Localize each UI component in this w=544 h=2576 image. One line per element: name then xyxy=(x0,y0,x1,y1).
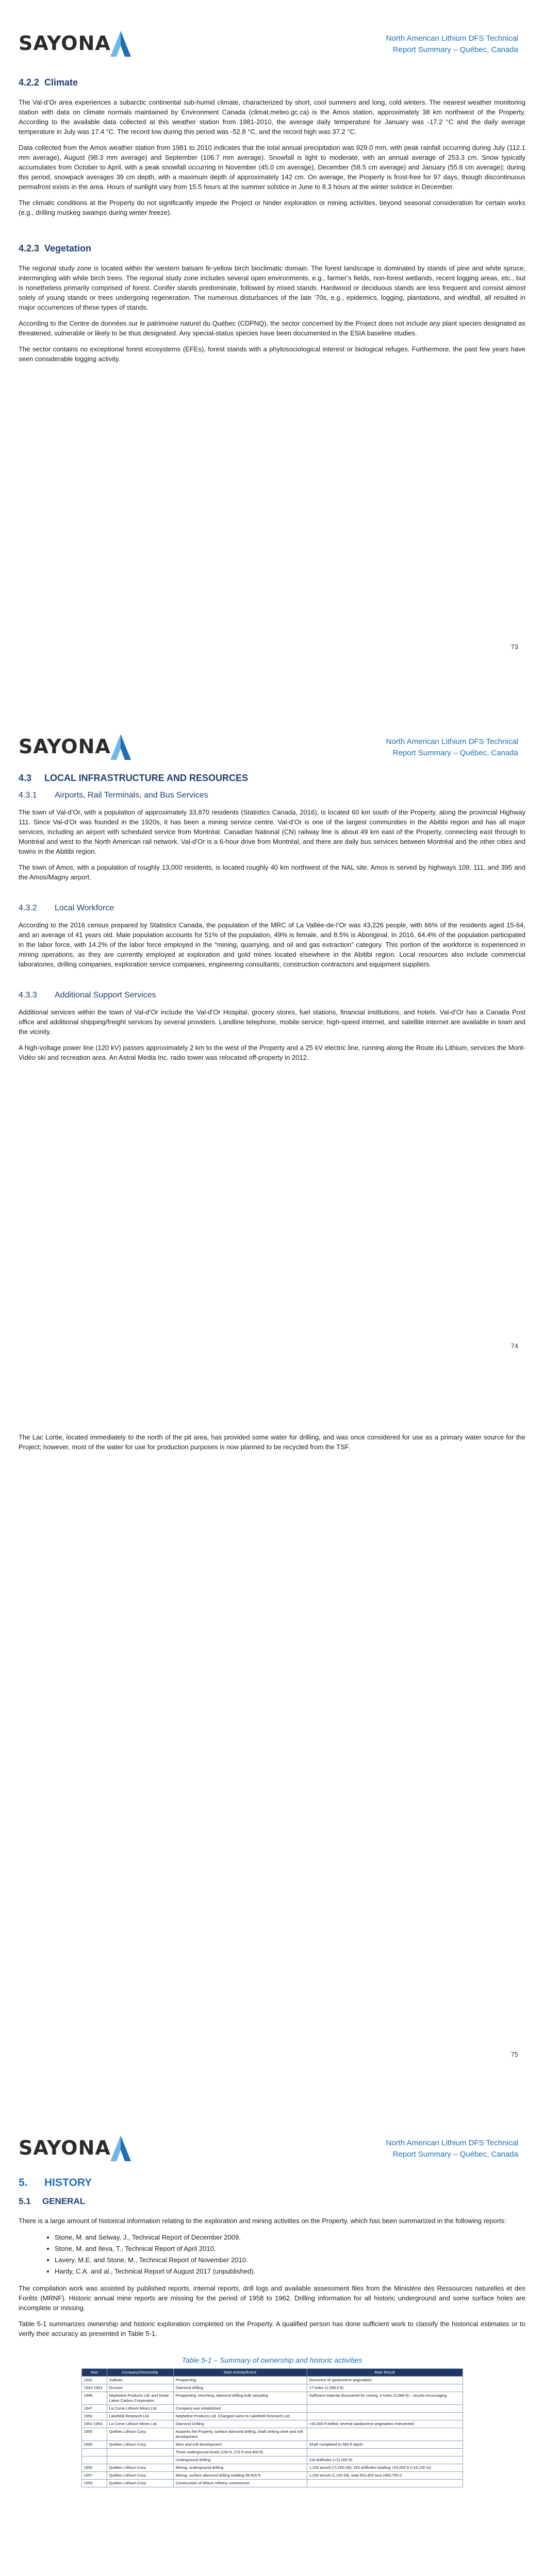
report-page-73 xyxy=(0,0,544,703)
paragraph: There is a large amount of historical information relating to the exploration and mining activities on the Property, which has been summarized in the following reports: xyxy=(19,2217,506,2225)
report-page-75 xyxy=(0,1406,544,2110)
table-cell: 1951-1954 xyxy=(81,2420,107,2428)
table-cell: Québec Lithium Corp. xyxy=(107,2472,173,2480)
report-page-76 xyxy=(0,2110,544,2576)
table-cell xyxy=(307,2428,463,2441)
table-cell: Mining, surface diamond drilling totalling 58,920 ft xyxy=(173,2472,307,2480)
table-cell: 1,250 tons/d (1,135 t/d), total 553,403 tons (460,750 t) xyxy=(307,2472,463,2480)
page-content xyxy=(19,1432,525,1458)
table-cell: 1955 xyxy=(81,2441,107,2449)
table-cell xyxy=(81,2449,107,2456)
table-cell: 1,100 tons/d (71,000 t/d); 325 drillholes totalling >53,000 ft (>16,150 m) xyxy=(307,2464,463,2472)
table-cell: Discovery of spodumene pegmatites xyxy=(307,2377,463,2384)
table-row xyxy=(81,2405,463,2413)
list-item: • Lavery, M.E. and Stone, M., Technical Report of November 2010. xyxy=(55,2255,525,2266)
table-cell: Three underground levels (150 ft, 275 ft and 400 ft) xyxy=(173,2449,307,2456)
section-heading-airports: 4.3.1 Airports, Rail Terminals, and Bus Services xyxy=(19,791,208,800)
table-cell: 1942 xyxy=(81,2377,107,2384)
table-cell: Québec Lithium Corp. xyxy=(107,2480,173,2487)
table-row xyxy=(81,2464,463,2472)
table-cell xyxy=(307,2413,463,2420)
table-cell: 1957 xyxy=(81,2472,107,2480)
page-content xyxy=(19,2177,525,2487)
page-content xyxy=(19,77,525,370)
table-cell: 1947 xyxy=(81,2405,107,2413)
table-cell: 118 drillholes (>11,000 ft) xyxy=(307,2456,463,2464)
table-cell: Shaft completed to 560 ft depth xyxy=(307,2441,463,2449)
table-cell: Dumont xyxy=(107,2384,173,2392)
reports-list xyxy=(19,2232,525,2277)
paragraph: The town of Amos, with a population of roughly 13,000 residents, is located roughly 40 km northwest of the NAL site. Amos is served by highways 109, 111, and 395 and the Amos/Magny airport. xyxy=(19,863,525,881)
sayona-mark-icon xyxy=(109,733,132,761)
column-header: Year xyxy=(81,2369,107,2377)
paragraph: The town of Val-d’Or, with a population of approximately 33,870 residents (Statistics Canada, 2016), is located 60 km south of the Property, along the provincial Highway 111. Since Val-d’Or was founded in the 1920s, it has been a mining service centre. Val-d’Or is one of the largest communities in the Abitibi region and has all major services, including an airport with scheduled service from Montréal. Canadian National (CN) railway line is about 49 km east of the Property, connecting east through to Montréal and west to the North American rail network. Val-d’Or is a 6-hour drive from Montréal, and there are daily bus services between Montréal and the other cities and towns in the Abitibi region. xyxy=(19,808,525,855)
page-content xyxy=(19,773,525,1069)
table-cell: Prospecting, trenching, diamond drilling bulk sampling xyxy=(173,2392,307,2405)
table-cell: Underground drilling xyxy=(173,2456,307,2464)
paragraph: The compilation work was assisted by published reports, internal reports, drill logs and available assessment files from the Ministère des Ressources naturelles et des Forêts (MRNF). Historic annual mine reports are missing for the period of 1958 to 1962. Drilling information for all historic underground and some surface holes are incomplete or missing. xyxy=(19,2284,525,2312)
table-cell: Construction of lithium refinery commences xyxy=(173,2480,307,2487)
table-cell xyxy=(307,2449,463,2456)
table-row xyxy=(81,2428,463,2441)
table-cell xyxy=(307,2480,463,2487)
sayona-mark-icon xyxy=(109,2134,132,2162)
paragraph: According to the 2016 census prepared by Statistics Canada, the population of the MRC of La Vallée-de-l’Or was 43,226 people, with 66% of the residents aged 15-64, and an average of 41 years old. Male population accounts for 51% of the population, 49% is female, and 8.5% is Aboriginal. In 2016, 64.4% of the population participated in the labor force, with 14.2% of the labor force employed in the “mining, quarrying, and oil and gas extraction” category. This portion of the workforce is experienced in mining operations, as they are currently employed at exploration and gold mines located elsewhere in the Abitibi region. Local resources also include commercial laboratories, drilling companies, exploration service companies, engineering consultants, construction contractors and equipment suppliers. xyxy=(19,921,525,968)
paragraph: The Val-d’Or area experiences a subarctic continental sub-humid climate, characterized by short, cool summers and long, cold winters. The nearest weather monitoring station with data on climate normals maintained by Environment Canada (climat.meteo.gc.ca) is the Amos station, approximately 38 km northwest of the Property. According to the available data collected at this weather station from 1981-2010, the average daily temperature for January was -17.2 °C and the daily average temperature in July was 17.4 °C. The record low during this period was -52.8 °C, and the record high was 37.2 °C. xyxy=(19,98,525,135)
table-cell xyxy=(307,2405,463,2413)
table-cell: Company was established xyxy=(173,2405,307,2413)
section-heading-vegetation: 4.2.3 Vegetation xyxy=(19,243,92,253)
table-row xyxy=(81,2456,463,2464)
table-cell: Sullivan xyxy=(107,2377,173,2384)
table-row xyxy=(81,2413,463,2420)
table-cell: 1955 xyxy=(81,2428,107,2441)
column-header: Main Activity/Event xyxy=(173,2369,307,2377)
table-cell: Québec Lithium Corp. xyxy=(107,2428,173,2441)
table-cell xyxy=(107,2449,173,2456)
paragraph: The sector contains no exceptional forest ecosystems (EFEs), forest stands with a phytosociological interest or biological refuges. Furthermore, the past few years have seen considerable logging activity. xyxy=(19,345,525,363)
table-caption: Table 5-1 – Summary of ownership and historic activities xyxy=(182,2356,362,2364)
table-cell xyxy=(81,2456,107,2464)
paragraph: Data collected from the Amos weather station from 1981 to 2010 indicates that the total annual precipitation was 929.0 mm, with peak rainfall occurring during July (112.1 mm average), August (98.3 mm average) and September (106.7 mm average). Snowfall is light to moderate, with an annual average of 253.3 cm. Snow typically accumulates from October to April, with a peak snowfall occurring in November (45.0 cm average), December (58.5 cm average) and January (55.6 cm average); during this period, snowpack averages 39 cm depth, with a maximum depth of approximately 142 cm. On average, the Property is frost-free for 97 days, though discontinuous permafrost exists in the area. Hours of sunlight vary from 15.5 hours at the summer solstice in June to 8.3 hours at the winter solstice in December. xyxy=(19,144,525,191)
table-header-row xyxy=(81,2369,463,2377)
paragraph: Table 5-1 summarizes ownership and historic exploration completed on the Property. A qualified person has done sufficient work to classify the historical estimates or to verify their accuracy as presented in Table 5-1. xyxy=(19,2320,525,2337)
table-cell: La Corne Lithium Mines Ltd. xyxy=(107,2420,173,2428)
column-header: Company/Ownership xyxy=(107,2369,173,2377)
table-cell xyxy=(107,2456,173,2464)
table-row xyxy=(81,2384,463,2392)
table-row xyxy=(81,2472,463,2480)
sayona-logo: SAYONA xyxy=(19,734,142,762)
table-cell: 1950 xyxy=(81,2413,107,2420)
table-cell: Nepheline Products Ltd. Changed name to Lakefield Research Ltd. xyxy=(173,2413,307,2420)
table-cell: Nepheline Products Ltd. and Great Lakes Carbon Corporation xyxy=(107,2392,173,2405)
table-cell: Prospecting xyxy=(173,2377,307,2384)
table-cell: Diamond drilling xyxy=(173,2384,307,2392)
table-cell: Mine and mill development xyxy=(173,2441,307,2449)
sayona-mark-icon xyxy=(109,30,132,58)
table-cell: Diamond Drilling xyxy=(173,2420,307,2428)
section-heading-support-services: 4.3.3 Additional Support Services xyxy=(19,991,156,999)
report-title: North American Lithium DFS Technical Report Summary – Québec, Canada xyxy=(386,34,518,54)
report-title: North American Lithium DFS Technical Report Summary – Québec, Canada xyxy=(386,2139,518,2159)
page-number: 75 xyxy=(510,2050,518,2058)
history-table-body xyxy=(81,2377,463,2487)
sayona-logo: SAYONA xyxy=(19,31,142,59)
table-row xyxy=(81,2480,463,2487)
table-row xyxy=(81,2420,463,2428)
table-cell: Mining, underground drilling xyxy=(173,2464,307,2472)
page-number: 74 xyxy=(510,1342,518,1350)
table-cell: Acquires the Property, surface diamond drilling, shaft sinking mine and mill development xyxy=(173,2428,307,2441)
section-heading-local-infrastructure: 4.3 LOCAL INFRASTRUCTURE AND RESOURCES xyxy=(19,773,249,783)
table-cell: Québec Lithium Corp. xyxy=(107,2441,173,2449)
report-page-74 xyxy=(0,703,544,1406)
table-cell: La Corne Lithium Mines Ltd. xyxy=(107,2405,173,2413)
table-cell: 1946 xyxy=(81,2392,107,2405)
paragraph: A high-voltage power line (120 kV) passes approximately 2 km to the west of the Property and a 25 kV electric line, running along the Route du Lithium, services the Mont-Vidéo ski and recreation area. An Astral Media Inc. radio tower was relocated off-property in 2012. xyxy=(19,1044,525,1061)
table-cell: 1956 xyxy=(81,2464,107,2472)
table-cell: Québec Lithium Corp. xyxy=(107,2464,173,2472)
report-title: North American Lithium DFS Technical Report Summary – Québec, Canada xyxy=(386,737,518,757)
column-header: Main Result xyxy=(307,2369,463,2377)
sayona-logo: SAYONA xyxy=(19,2136,142,2164)
table-row xyxy=(81,2392,463,2405)
table-cell: Sufficient material discovered for mining, 6 holes (2,088 ft) – results encouraging xyxy=(307,2392,463,2405)
paragraph: The climatic conditions at the Property do not significantly impede the Project or hinder exploration or mining activities, beyond seasonal consideration for certain works (e.g., drilling muskeg swamps during winter freeze). xyxy=(19,199,525,216)
table-cell: 17 holes (1,598.6 ft) xyxy=(307,2384,463,2392)
paragraph: Additional services within the town of Val-d’Or include the Val-d’Or Hospital, grocery stores, fuel stations, financial institutions, and hotels. Val-d’Or has a Canada Post office and additional shipping/freight services by several providers. Landline telephone, mobile service; high-speed internet, and satellite internet are available in town and the vicinity. xyxy=(19,1008,525,1036)
table-cell: 1959 xyxy=(81,2480,107,2487)
section-heading-workforce: 4.3.2 Local Workforce xyxy=(19,904,114,912)
table-cell: Lakefield Research Ltd. xyxy=(107,2413,173,2420)
paragraph: According to the Centre de données sur le patrimoine naturel du Québec (CDPNQ), the sector concerned by the Project does not include any plant species designated as threatened, vulnerable or likely to be thus designated. Any special-status species have been documented in the ESIA baseline studies. xyxy=(19,319,525,337)
table-cell: 1942-1943 xyxy=(81,2384,107,2392)
list-item: • Stone, M. and Ileva, T., Technical Report of April 2010. xyxy=(55,2243,525,2255)
section-heading-general: 5.1 GENERAL xyxy=(19,2196,86,2206)
paragraph: The regional study zone is located within the western balsam fir-yellow birch bioclimatic domain. The forest landscape is dominated by stands of pine and white spruce, intermingling with white birch trees. The regional study zone includes several open environments, e.g., farmer’s fields, non-forest wetlands, recent logging areas, etc., but is nonetheless primarily comprised of forest. Conifer stands predominate, followed by mixed stands. Hardwood or deciduous stands are less frequent and consist almost solely of young stands or trees undergoing regeneration. The numerous disturbances of the late ’70s, e.g., epidemics, logging, plantations, and windfall, all resulted in major occurrences of these types of stands. xyxy=(19,264,525,311)
list-item: • Stone, M. and Selway, J., Technical Report of December 2009. xyxy=(55,2232,525,2243)
section-heading-history: 5. HISTORY xyxy=(19,2177,92,2189)
page-header xyxy=(0,729,544,768)
page-header xyxy=(0,26,544,64)
section-heading-climate: 4.2.2 Climate xyxy=(19,77,78,88)
page-number: 73 xyxy=(510,643,518,651)
history-table xyxy=(81,2368,463,2487)
table-row xyxy=(81,2441,463,2449)
page-header xyxy=(0,2130,544,2169)
list-item: • Hardy, C.A. and al., Technical Report of August 2017 (unpublished). xyxy=(55,2266,525,2277)
paragraph: The Lac Lortie, located immediately to the north of the pit area, has provided some water for drilling, and was once considered for use as a primary water source for the Project; however, most of the water for use for production purposes is now planned to be recycled from the TSF. xyxy=(19,1433,525,1451)
table-cell: >30,000 ft drilled; several spodumene pegmatites intersected xyxy=(307,2420,463,2428)
table-row xyxy=(81,2449,463,2456)
table-row xyxy=(81,2377,463,2384)
